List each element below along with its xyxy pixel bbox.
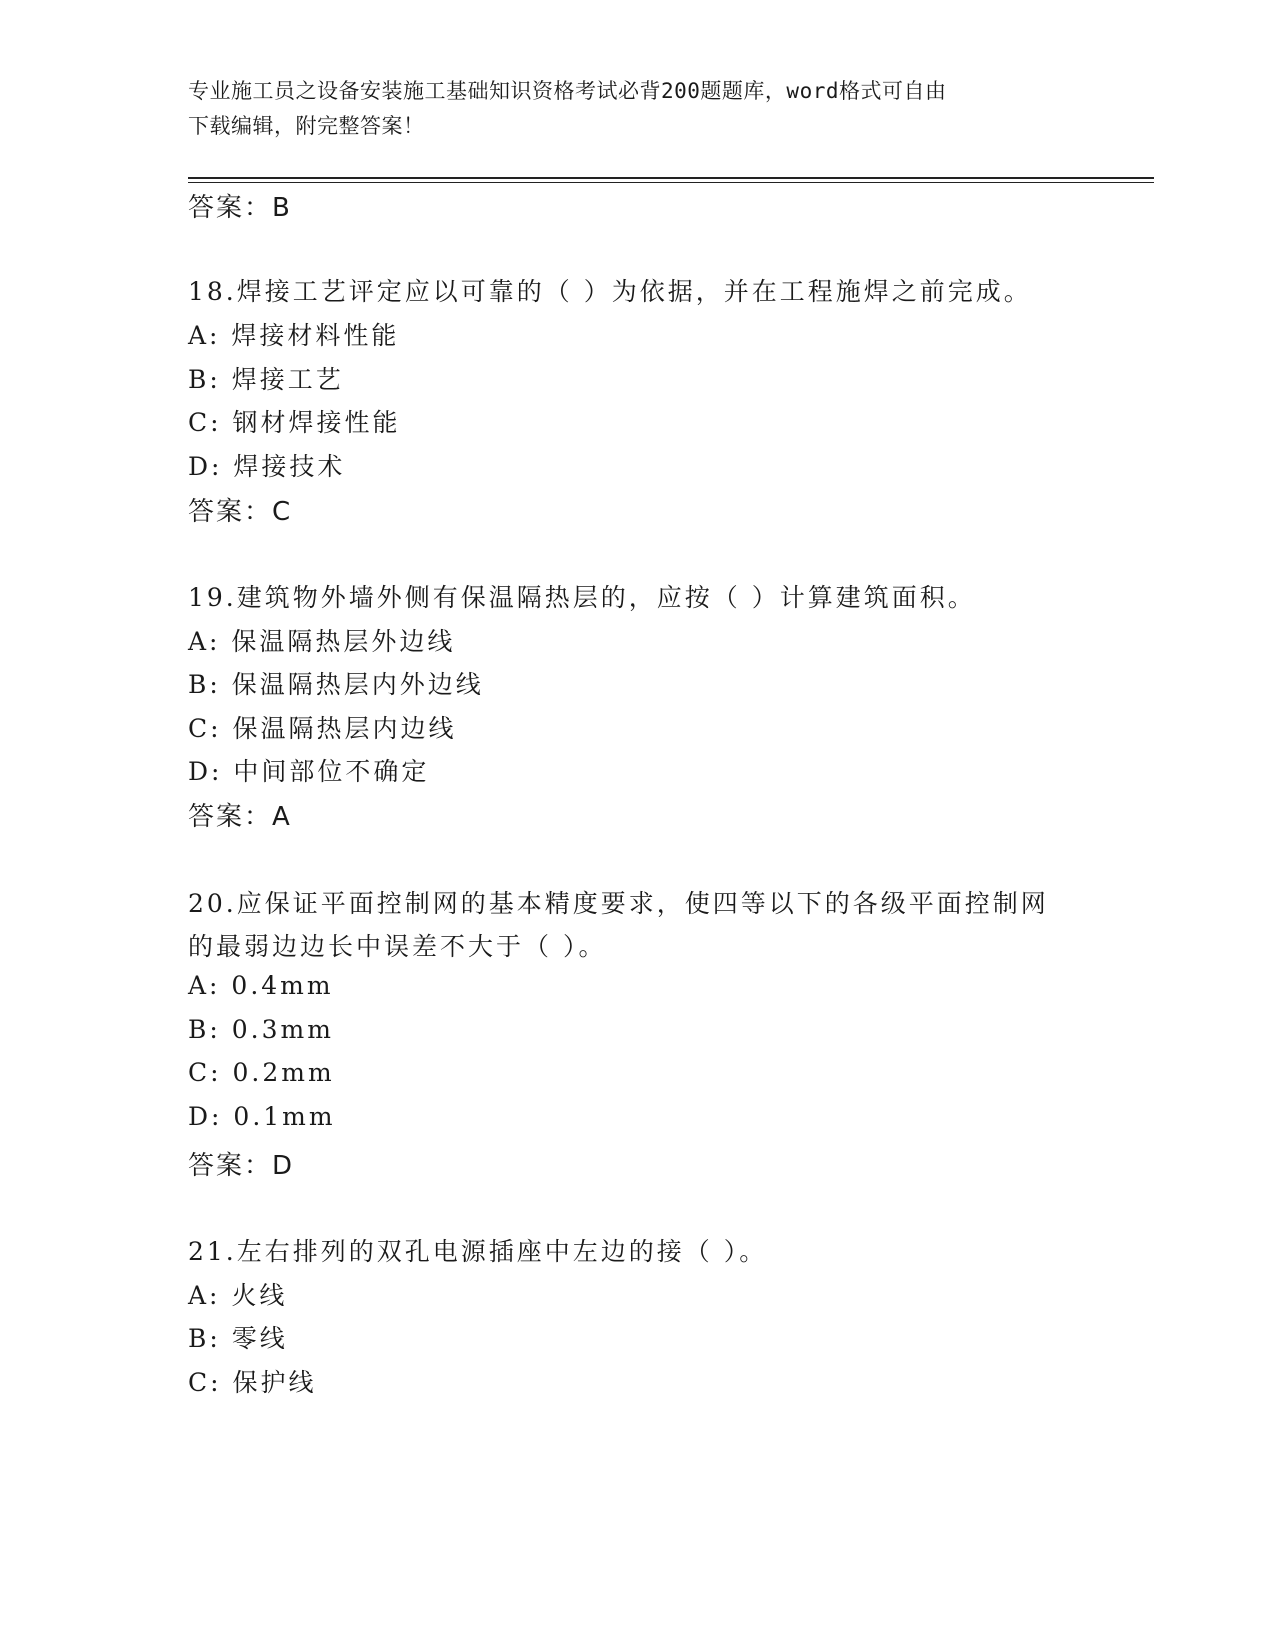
q20-option-b: B: 0.3mm bbox=[188, 1015, 334, 1044]
q21-option-b: B: 零线 bbox=[188, 1324, 288, 1353]
document-header bbox=[188, 74, 1088, 144]
q21-option-a: A: 火线 bbox=[188, 1281, 288, 1310]
q19-option-b: B: 保温隔热层内外边线 bbox=[188, 670, 484, 699]
question-19: 19.建筑物外墙外侧有保温隔热层的，应按（ ）计算建筑面积。 bbox=[188, 583, 976, 612]
header-line-1: 专业施工员之设备安装施工基础知识资格考试必背200题题库，word格式可自由 bbox=[188, 79, 947, 103]
q19-answer: 答案：A bbox=[188, 802, 292, 832]
question-18: 18.焊接工艺评定应以可靠的（ ）为依据，并在工程施焊之前完成。 bbox=[188, 277, 1032, 306]
q18-option-b: B: 焊接工艺 bbox=[188, 365, 344, 394]
q18-option-a: A: 焊接材料性能 bbox=[188, 321, 400, 350]
header-divider-thick bbox=[188, 177, 1154, 179]
q18-option-c: C: 钢材焊接性能 bbox=[188, 408, 401, 437]
q19-option-a: A: 保温隔热层外边线 bbox=[188, 627, 456, 656]
q18-option-d: D: 焊接技术 bbox=[188, 452, 346, 481]
q21-option-c: C: 保护线 bbox=[188, 1368, 317, 1397]
q20-option-d: D: 0.1mm bbox=[188, 1102, 336, 1131]
q19-option-c: C: 保温隔热层内边线 bbox=[188, 714, 457, 743]
question-20-line-1: 20.应保证平面控制网的基本精度要求，使四等以下的各级平面控制网 bbox=[188, 889, 1049, 918]
q20-answer: 答案：D bbox=[188, 1151, 295, 1181]
q20-option-a: A: 0.4mm bbox=[188, 971, 334, 1000]
header-line-2: 下载编辑，附完整答案！ bbox=[188, 114, 425, 138]
question-21: 21.左右排列的双孔电源插座中左边的接（ ）。 bbox=[188, 1237, 768, 1266]
header-divider-thin bbox=[188, 182, 1154, 183]
answer-prev: 答案：B bbox=[188, 193, 292, 223]
q18-answer: 答案：C bbox=[188, 497, 293, 527]
q19-option-d: D: 中间部位不确定 bbox=[188, 757, 430, 786]
q20-option-c: C: 0.2mm bbox=[188, 1058, 335, 1087]
question-20-line-2: 的最弱边边长中误差不大于（ ）。 bbox=[188, 932, 607, 961]
